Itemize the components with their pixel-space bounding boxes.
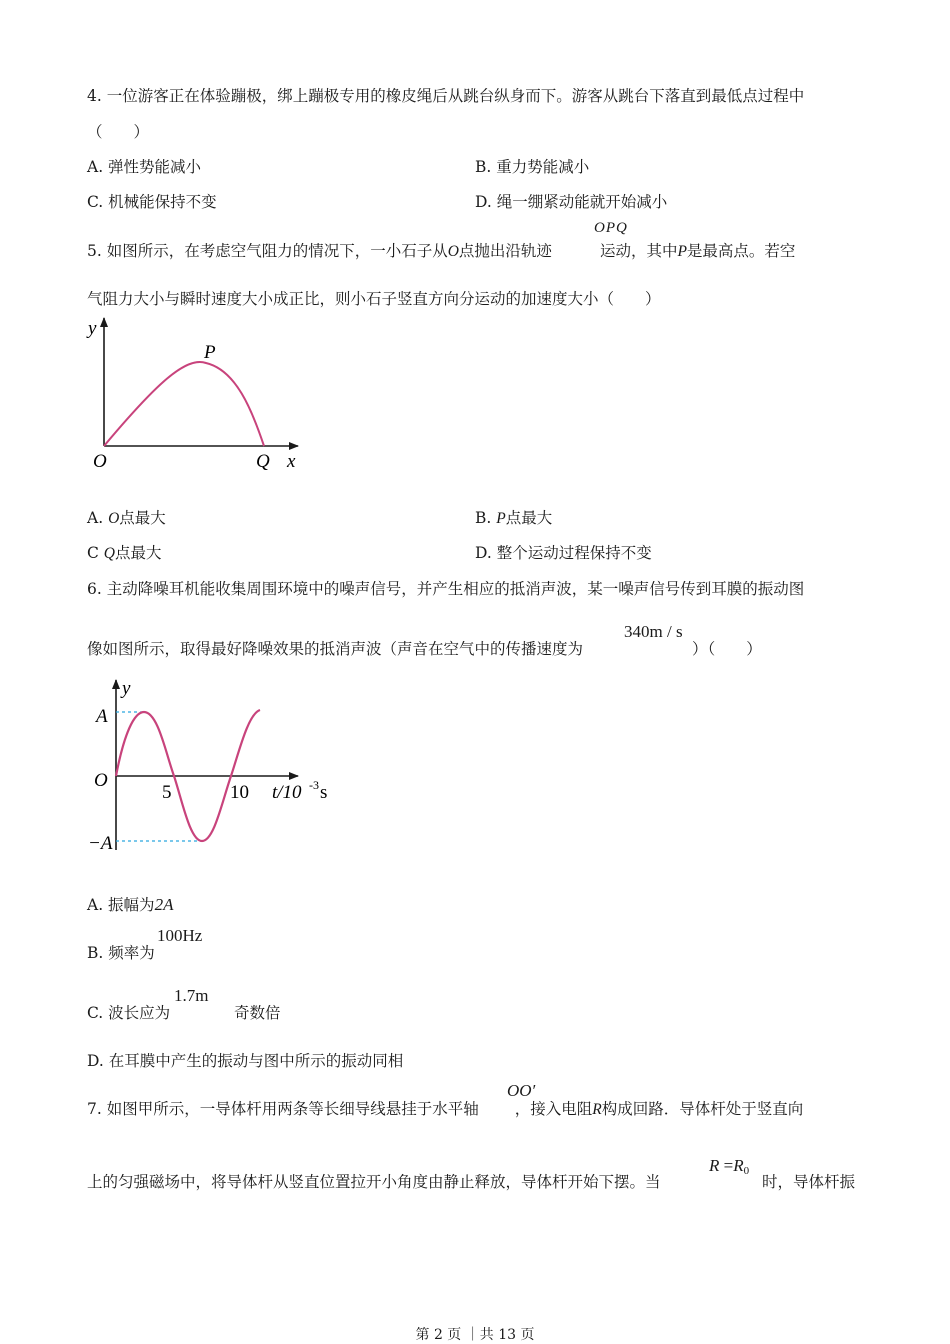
q4-option-c: C. 机械能保持不变 — [87, 193, 217, 211]
q6-vibration-graph — [86, 674, 336, 858]
q7-stem-line2-end: 时，导体杆振 — [762, 1173, 856, 1191]
q5-fig-x: x — [287, 451, 296, 472]
q6-option-d: D. 在耳膜中产生的振动与图中所示的振动同相 — [87, 1052, 404, 1070]
q5-stem-var-p: P — [677, 243, 687, 260]
q6-fig-y: y — [122, 678, 131, 699]
q6-stem-line2: 像如图所示，取得最好降噪效果的抵消声波（声音在空气中的传播速度为 — [87, 640, 584, 658]
q7-stem-line1: 7. 如图甲所示，一导体杆用两条等长细导线悬挂于水平轴 ，接入电阻R构成回路．导体杆处于竖直向 — [87, 1100, 804, 1118]
q5-stem-var-o: O — [447, 243, 459, 260]
q5-fig-q: Q — [256, 451, 270, 472]
q4-stem: 4. 一位游客正在体验蹦极，绑上蹦极专用的橡皮绳后从跳台纵身而下。游客从跳台下落直到最低点过程中 — [87, 87, 805, 105]
q6-fig-t-unit: s — [320, 782, 328, 803]
q4-option-d: D. 绳一绷紧动能就开始减小 — [475, 193, 668, 211]
q6-stem-line1: 6. 主动降噪耳机能收集周围环境中的噪声信号，并产生相应的抵消声波，某一噪声信号传到耳膜的振动图 — [87, 580, 805, 598]
q6-option-a-value: 2A — [154, 895, 174, 914]
q5-option-b: B. P点最大 — [475, 509, 553, 527]
q6-stem-line2-end: ）（ ） — [692, 640, 762, 658]
q5-stem-line1: 5. 如图所示，在考虑空气阻力的情况下，一小石子从O点抛出沿轨迹 运动，其中P是最高点。若空 — [87, 242, 796, 260]
q5-trajectory-label: OPQ — [594, 220, 628, 236]
q7-condition: R =R0 — [709, 1156, 750, 1177]
page-footer: 第 2 页 ｜共 13 页 — [415, 1327, 535, 1343]
q6-option-c-suffix: 奇数倍 — [234, 1004, 281, 1022]
q5-trajectory-figure — [86, 312, 306, 474]
q6-option-b-value: 100Hz — [157, 926, 203, 945]
q5-option-a: A. O点最大 — [87, 509, 166, 527]
q7-axis-label: OO′ — [507, 1081, 536, 1100]
q6-fig-t-exponent: -3 — [309, 778, 319, 792]
q7-stem-line2: 上的匀强磁场中，将导体杆从竖直位置拉开小角度由静止释放，导体杆开始下摆。当 — [87, 1173, 661, 1191]
q6-fig-t-label: t/10 — [272, 782, 302, 803]
q5-option-d: D. 整个运动过程保持不变 — [475, 544, 652, 562]
q5-trajectory-curve — [104, 362, 264, 446]
q6-fig-neg-a: −A — [88, 833, 113, 854]
q7-var-r: R — [592, 1101, 602, 1118]
q6-option-c: C. 波长应为 — [87, 1004, 171, 1022]
q4-option-b: B. 重力势能减小 — [475, 158, 590, 176]
q5-stem-line2: 气阻力大小与瞬时速度大小成正比，则小石子竖直方向分运动的加速度大小（ ） — [87, 290, 661, 308]
q6-fig-tick-10: 10 — [230, 782, 249, 803]
q5-fig-p: P — [204, 342, 216, 363]
q4-answer-paren: （ ） — [87, 123, 150, 141]
q6-fig-o: O — [94, 770, 108, 791]
q4-option-a: A. 弹性势能减小 — [87, 158, 202, 176]
q5-option-c: C Q点最大 — [87, 544, 162, 562]
q5-fig-y: y — [88, 318, 97, 339]
q6-option-b: B. 频率为 — [87, 944, 155, 962]
q6-option-c-value: 1.7m — [174, 986, 209, 1005]
q6-option-a: A. 振幅为2A — [87, 895, 174, 914]
q5-fig-o: O — [93, 451, 107, 472]
q6-sound-speed: 340m / s — [624, 622, 683, 641]
q6-fig-a: A — [96, 706, 108, 727]
q6-fig-tick-5: 5 — [162, 782, 172, 803]
